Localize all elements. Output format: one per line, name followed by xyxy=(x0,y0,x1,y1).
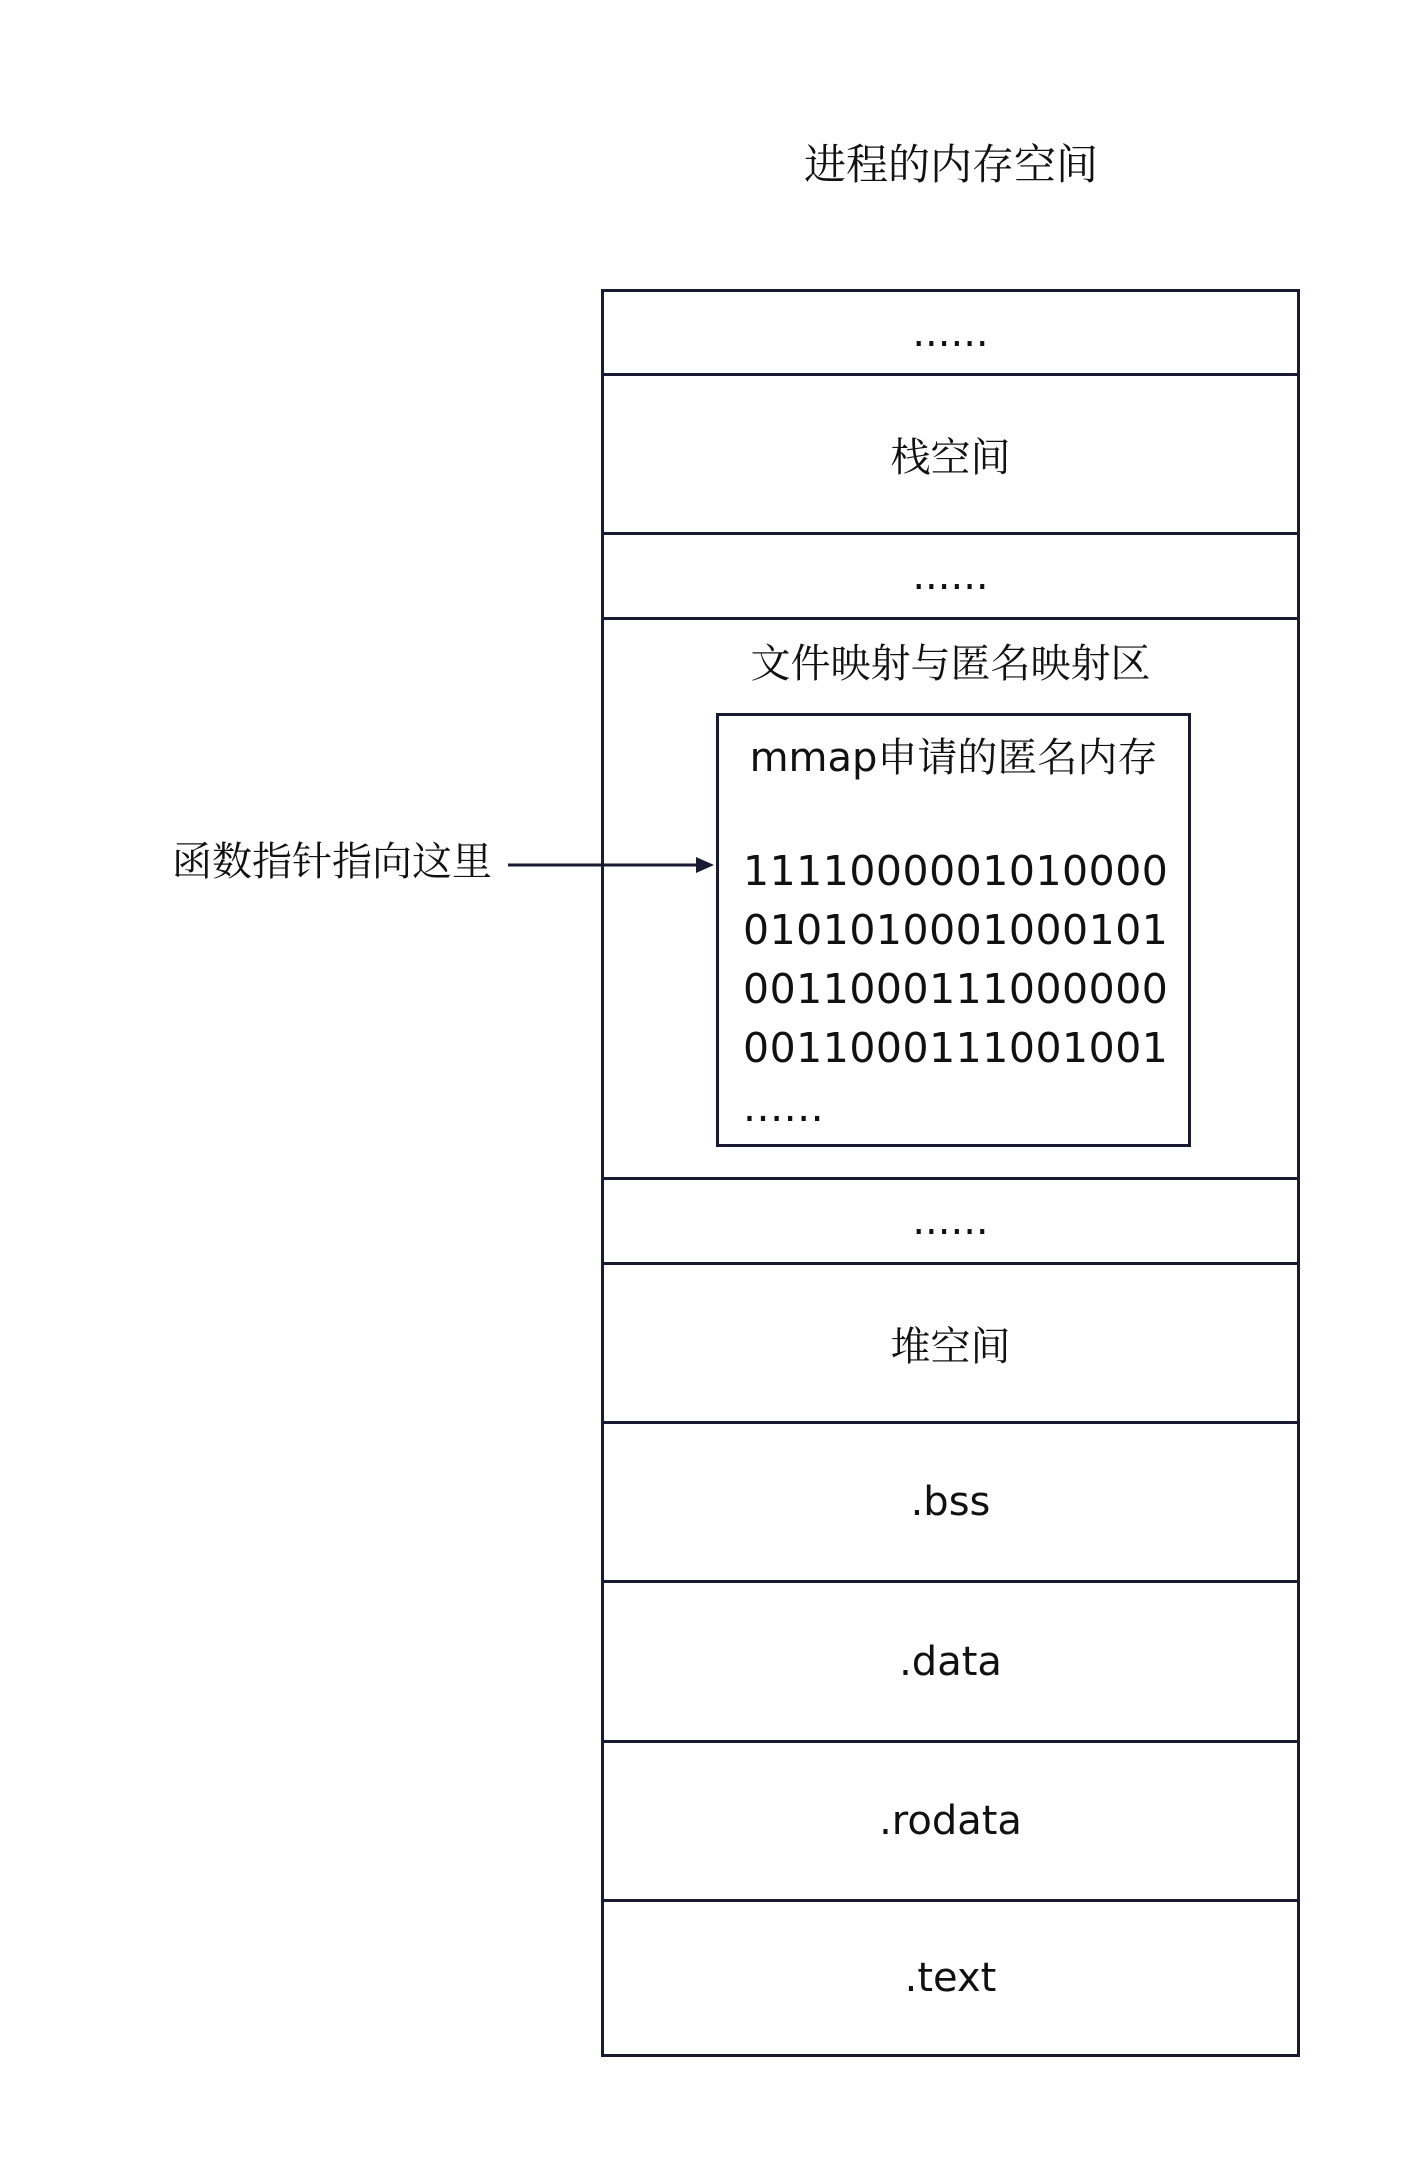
segment-label: .data xyxy=(899,1638,1002,1685)
segment-label: ...... xyxy=(912,1198,989,1244)
binary-line: 1111000001010000 xyxy=(743,847,1169,895)
diagram-title: 进程的内存空间 xyxy=(803,140,1098,189)
segment-label: ...... xyxy=(912,309,989,356)
segment-label: .rodata xyxy=(879,1798,1022,1844)
binary-line: 0011000111001001 xyxy=(743,1024,1169,1072)
segment-label: 文件映射与匿名映射区 xyxy=(750,641,1151,687)
segment-label: 堆空间 xyxy=(890,1323,1011,1370)
binary-line: 0011000111000000 xyxy=(743,965,1169,1013)
segment-label: .text xyxy=(904,1955,997,2001)
binary-line: ...... xyxy=(743,1083,825,1131)
segment-label: 栈空间 xyxy=(890,434,1011,481)
pointer-label: 函数指针指向这里 xyxy=(172,839,492,885)
segment-label: ...... xyxy=(912,553,989,599)
mmap-box-title: mmap申请的匿名内存 xyxy=(749,735,1158,781)
binary-line: 0101010001000101 xyxy=(743,906,1169,954)
arrow-head-icon xyxy=(696,857,714,873)
segment-label: .bss xyxy=(910,1479,991,1525)
